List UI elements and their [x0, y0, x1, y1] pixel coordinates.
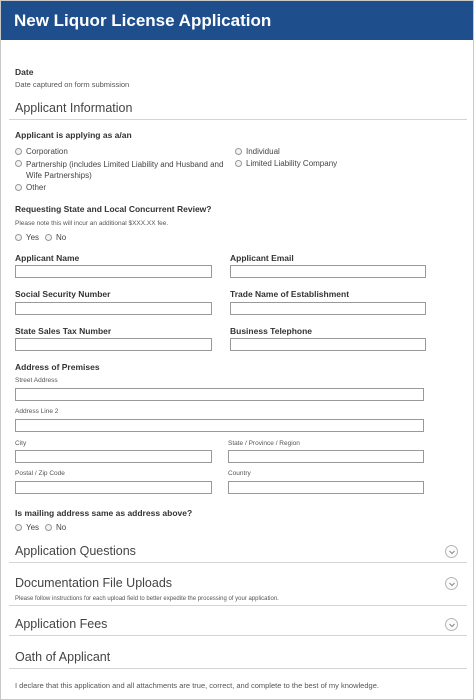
radio-icon[interactable]: [15, 184, 22, 191]
form-title: New Liquor License Application: [14, 10, 272, 30]
zip-input[interactable]: [15, 481, 212, 494]
oath-text: I declare that this application and all attachments are true, correct, and complete to the best of my knowledge.: [15, 681, 379, 690]
option-label: Corporation: [26, 147, 68, 156]
radio-icon[interactable]: [45, 234, 52, 241]
street-address-input[interactable]: [15, 388, 424, 401]
option-individual[interactable]: [235, 147, 280, 156]
applying-as-label: Applicant is applying as a/an: [15, 130, 132, 140]
sales-tax-input[interactable]: [15, 338, 212, 351]
questions-section-title[interactable]: Application Questions: [15, 544, 136, 558]
option-label: Limited Liability Company: [246, 159, 338, 168]
option-partnership[interactable]: [15, 159, 230, 181]
option-label: Partnership (includes Limited Liability and Husband and Wife Partnerships): [26, 160, 224, 180]
option-label: No: [56, 233, 67, 242]
address-line2-label: Address Line 2: [15, 408, 59, 415]
option-corporation[interactable]: [15, 147, 68, 156]
state-label: State / Province / Region: [228, 440, 300, 447]
address-line2-input[interactable]: [15, 419, 424, 432]
applicant-name-label: Applicant Name: [15, 253, 80, 263]
applicant-email-label: Applicant Email: [230, 253, 294, 263]
business-phone-label: Business Telephone: [230, 326, 313, 336]
option-llc[interactable]: [235, 159, 337, 168]
applicant-email-input[interactable]: [230, 265, 426, 278]
section-divider: [9, 562, 467, 563]
radio-icon[interactable]: [15, 234, 22, 241]
uploads-note: Please follow instructions for each upload field to better expedite the processing of your application.: [15, 596, 279, 602]
review-no[interactable]: [45, 233, 66, 242]
mailing-label: Is mailing address same as address above?: [15, 508, 193, 518]
applicant-name-input[interactable]: [15, 265, 212, 278]
section-divider: [9, 635, 467, 636]
mailing-yes[interactable]: [15, 523, 39, 532]
radio-icon[interactable]: [15, 524, 22, 531]
chevron-down-icon[interactable]: [445, 545, 458, 558]
option-label: Individual: [246, 147, 280, 156]
city-input[interactable]: [15, 450, 212, 463]
zip-label: Postal / Zip Code: [15, 470, 65, 477]
option-other[interactable]: [15, 183, 46, 192]
business-phone-input[interactable]: [230, 338, 426, 351]
radio-icon[interactable]: [15, 148, 22, 155]
radio-icon[interactable]: [235, 148, 242, 155]
option-label: Yes: [26, 523, 40, 532]
city-label: City: [15, 440, 27, 447]
mailing-no[interactable]: [45, 523, 66, 532]
section-divider: [9, 119, 467, 120]
applicant-section-title: Applicant Information: [15, 101, 133, 115]
review-label: Requesting State and Local Concurrent Review?: [15, 204, 212, 214]
option-label: Yes: [26, 233, 40, 242]
radio-icon[interactable]: [235, 160, 242, 167]
option-label: No: [56, 523, 67, 532]
country-input[interactable]: [228, 481, 424, 494]
option-label: Other: [26, 183, 47, 192]
uploads-section-title[interactable]: Documentation File Uploads: [15, 576, 173, 590]
ssn-label: Social Security Number: [15, 289, 111, 299]
sales-tax-label: State Sales Tax Number: [15, 326, 112, 336]
form-header: [1, 1, 473, 40]
trade-name-label: Trade Name of Establishment: [230, 289, 350, 299]
chevron-down-icon[interactable]: [445, 618, 458, 631]
date-note: Date captured on form submission: [15, 80, 130, 89]
chevron-down-icon[interactable]: [445, 577, 458, 590]
country-label: Country: [228, 470, 251, 477]
section-divider: [9, 668, 467, 669]
radio-icon[interactable]: [45, 524, 52, 531]
street-address-label: Street Address: [15, 377, 58, 384]
review-yes[interactable]: [15, 233, 39, 242]
address-label: Address of Premises: [15, 362, 100, 372]
section-divider: [9, 605, 467, 606]
trade-name-input[interactable]: [230, 302, 426, 315]
review-note: Please note this will incur an additional $XXX.XX fee.: [15, 220, 169, 227]
date-label: Date: [15, 67, 34, 77]
radio-icon[interactable]: [15, 160, 22, 167]
fees-section-title[interactable]: Application Fees: [15, 617, 108, 631]
ssn-input[interactable]: [15, 302, 212, 315]
oath-section-title: Oath of Applicant: [15, 650, 111, 664]
state-input[interactable]: [228, 450, 424, 463]
